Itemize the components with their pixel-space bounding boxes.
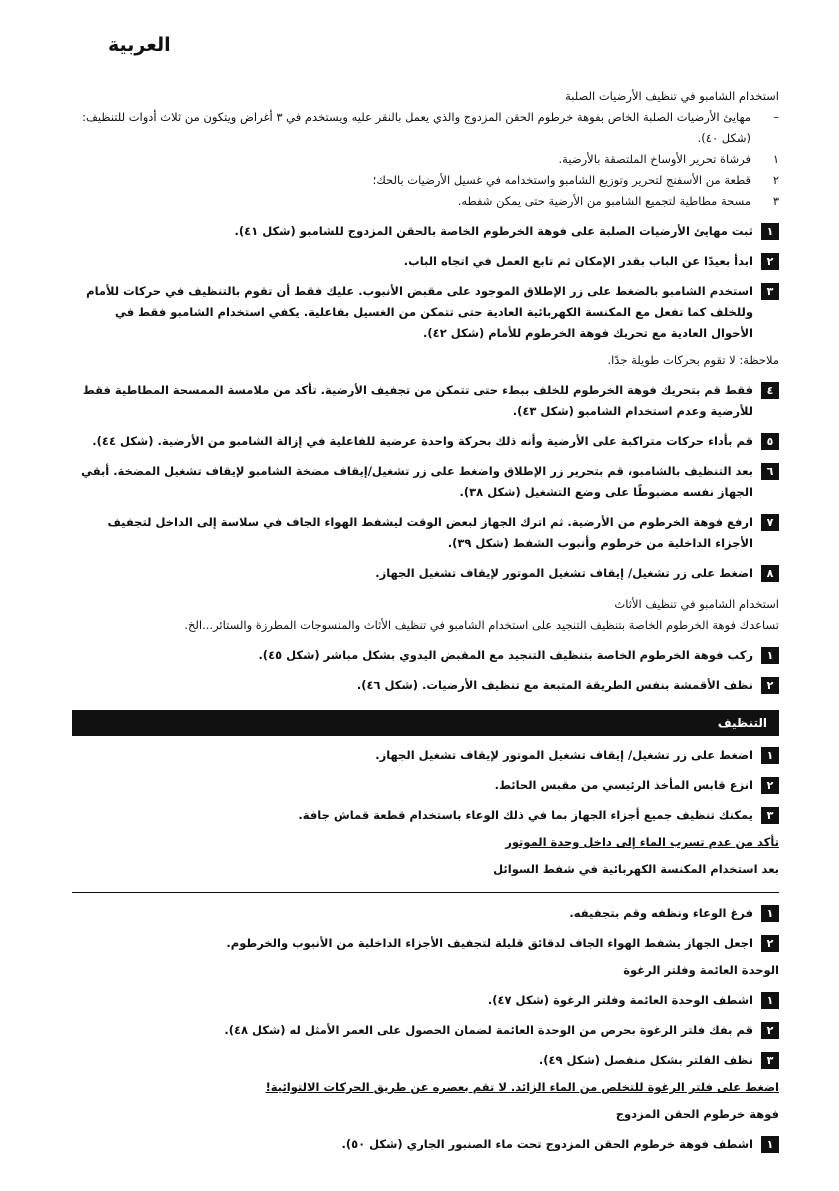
step-text: قم بفك فلتر الرغوة بحرص من الوحدة العائمة لضمان الحصول على العمر الأمثل له (شكل ٤٨). [224,1023,753,1037]
tool-item [72,170,779,191]
step-item [72,1050,779,1071]
step-text: يمكنك تنظيف جميع أجزاء الجهاز بما في ذلك الوعاء باستخدام قطعة قماش جافة. [298,808,753,822]
step-number-badge: ٧ [761,514,779,531]
nozzle-heading: فوهة خرطوم الحقن المزدوج [615,1107,779,1121]
float-heading: الوحدة العائمة وفلتر الرغوة [623,963,779,977]
foam-filter-warning: اضغط على فلتر الرغوة للتخلص من الماء الزائد. لا تقم بعصره عن طريق الحركات الالتوائية! [265,1080,779,1094]
step-text: فقط قم بتحريك فوهة الخرطوم للخلف ببطء حتى تتمكن من تجفيف الأرضية. تأكد من ملامسة الممسحة المطاطية فقط للأرضية وعدم استخدام الشامبو (شكل ٤٣). [82,383,753,418]
page-content [72,86,779,1155]
step-item [72,281,779,344]
step-text: انزع قابس المأخذ الرئيسي من مقبس الحائط. [494,778,753,792]
step-item [72,1020,779,1041]
step-text: ركب فوهة الخرطوم الخاصة بتنظيف التنجيد مع المقبض اليدوي بشكل مباشر (شكل ٤٥). [258,648,753,662]
tool-item [72,149,779,170]
tool-number: ٣ [772,194,779,208]
step-text: بعد التنظيف بالشامبو، قم بتحرير زر الإطلاق واضغط على زر تشغيل/إيقاف مضخة الشامبو لإيقاف تشغيل المضخة. أبقي الجهاز نفسه مضبوطًا على وضع التشغيل (شكل ٣٨). [81,464,753,499]
tool-item [72,191,779,212]
after-liquids-heading: بعد استخدام المكنسة الكهربائية في شفط السوائل [493,862,779,876]
language-title: العربية [108,34,171,56]
step-item [72,431,779,452]
step-item [72,512,779,554]
step-number-badge: ١ [761,905,779,922]
cleaning-section-bar: التنظيف [72,710,779,736]
step-text: اضغط على زر تشغيل/ إيقاف تشغيل الموتور لإيقاف تشغيل الجهاز. [375,566,753,580]
step-item [72,903,779,924]
motor-warning: تأكد من عدم تسرب الماء إلى داخل وحدة الموتور [505,835,779,849]
divider-line [72,892,779,893]
note-text: ملاحظة: لا تقوم بحركات طويلة جدًا. [607,353,779,367]
step-text: ارفع فوهة الخرطوم من الأرضية. ثم اترك الجهاز لبعض الوقت ليشفط الهواء الجاف في سلاسة إلى الداخل لتجفيف الأجزاء الداخلية من خرطوم وأنبوب الشفط (شكل ٣٩). [107,515,753,550]
step-number-badge: ٢ [761,935,779,952]
tool-number: ١ [772,152,779,166]
step-number-badge: ١ [761,1136,779,1153]
step-item [72,933,779,954]
intro-text: مهايئ الأرضيات الصلبة الخاص بفوهة خرطوم الحقن المزدوج والذي يعمل بالنقر عليه ويستخدم في ٣ أغراض ويتكون من ثلاث أدوات للتنظيف: (شكل ٤٠). [82,110,751,145]
step-text: ثبت مهايئ الأرضيات الصلبة على فوهة الخرطوم الخاصة بالحقن المزدوج للشامبو (شكل ٤١). [234,224,753,238]
step-item [72,221,779,242]
step-number-badge: ٣ [761,283,779,300]
step-number-badge: ١ [761,223,779,240]
step-item [72,461,779,503]
step-item [72,675,779,696]
hard-floors-intro [72,107,779,149]
step-item [72,251,779,272]
step-item [72,775,779,796]
tool-text: مسحة مطاطية لتجميع الشامبو من الأرضية حتى يمكن شفطه. [457,194,751,208]
furniture-intro: تساعدك فوهة الخرطوم الخاصة بتنظيف التنجيد على استخدام الشامبو في تنظيف الأثاث والمنسوجات المطرزة والستائر...الخ. [184,618,779,632]
step-number-badge: ١ [761,992,779,1009]
step-number-badge: ٤ [761,382,779,399]
step-number-badge: ٢ [761,1022,779,1039]
step-item [72,805,779,826]
step-item [72,1134,779,1155]
step-item [72,990,779,1011]
hard-floors-heading: استخدام الشامبو في تنظيف الأرضيات الصلبة [565,89,779,103]
step-item [72,745,779,766]
step-item [72,380,779,422]
step-text: اضغط على زر تشغيل/ إيقاف تشغيل الموتور لإيقاف تشغيل الجهاز. [375,748,753,762]
step-number-badge: ٦ [761,463,779,480]
step-text: نظف الأقمشة بنفس الطريقة المتبعة مع تنظيف الأرضيات. (شكل ٤٦). [356,678,753,692]
step-text: نظف الفلتر بشكل منفصل (شكل ٤٩). [538,1053,753,1067]
step-text: ابدأ بعيدًا عن الباب بقدر الإمكان ثم تابع العمل في اتجاه الباب. [403,254,753,268]
step-text: قم بأداء حركات متراكبة على الأرضية وأنه ذلك بحركة واحدة عرضية للفاعلية في إزالة الشامبو من الأرضية. (شكل ٤٤). [92,434,753,448]
tool-text: فرشاة تحرير الأوساخ الملتصقة بالأرضية. [558,152,751,166]
step-number-badge: ١ [761,647,779,664]
step-number-badge: ٢ [761,677,779,694]
step-text: اشطف فوهة خرطوم الحقن المزدوج تحت ماء الصنبور الجاري (شكل ٥٠). [341,1137,753,1151]
dash-marker: – [773,110,779,124]
tool-text: قطعة من الأسفنج لتحرير وتوزيع الشامبو واستخدامه في غسيل الأرضيات بالحك؛ [372,173,751,187]
step-number-badge: ٥ [761,433,779,450]
step-text: اجعل الجهاز يشفط الهواء الجاف لدقائق قليلة لتجفيف الأجزاء الداخلية من الأنبوب والخرطوم. [226,936,753,950]
step-text: فرغ الوعاء ونظفه وقم بتجفيفه. [569,906,753,920]
step-number-badge: ٣ [761,807,779,824]
step-item [72,645,779,666]
step-text: استخدم الشامبو بالضغط على زر الإطلاق الموجود على مقبض الأنبوب. عليك فقط أن تقوم بالتنظيف في حركات للأمام وللخلف كما تفعل مع المكنسة الكهربائية العادية حتى تتمكن من الغسيل بفاعلية. يكفي استخدام الشامبو فقط في الأحوال العادية مع تحريك فوهة الخرطوم للأمام (شكل ٤٢). [86,284,753,340]
step-number-badge: ٢ [761,253,779,270]
furniture-heading: استخدام الشامبو في تنظيف الأثاث [614,597,779,611]
step-number-badge: ٢ [761,777,779,794]
tool-number: ٢ [772,173,779,187]
step-item [72,563,779,584]
step-number-badge: ٣ [761,1052,779,1069]
step-number-badge: ٨ [761,565,779,582]
step-number-badge: ١ [761,747,779,764]
step-text: اشطف الوحدة العائمة وفلتر الرغوة (شكل ٤٧). [487,993,753,1007]
